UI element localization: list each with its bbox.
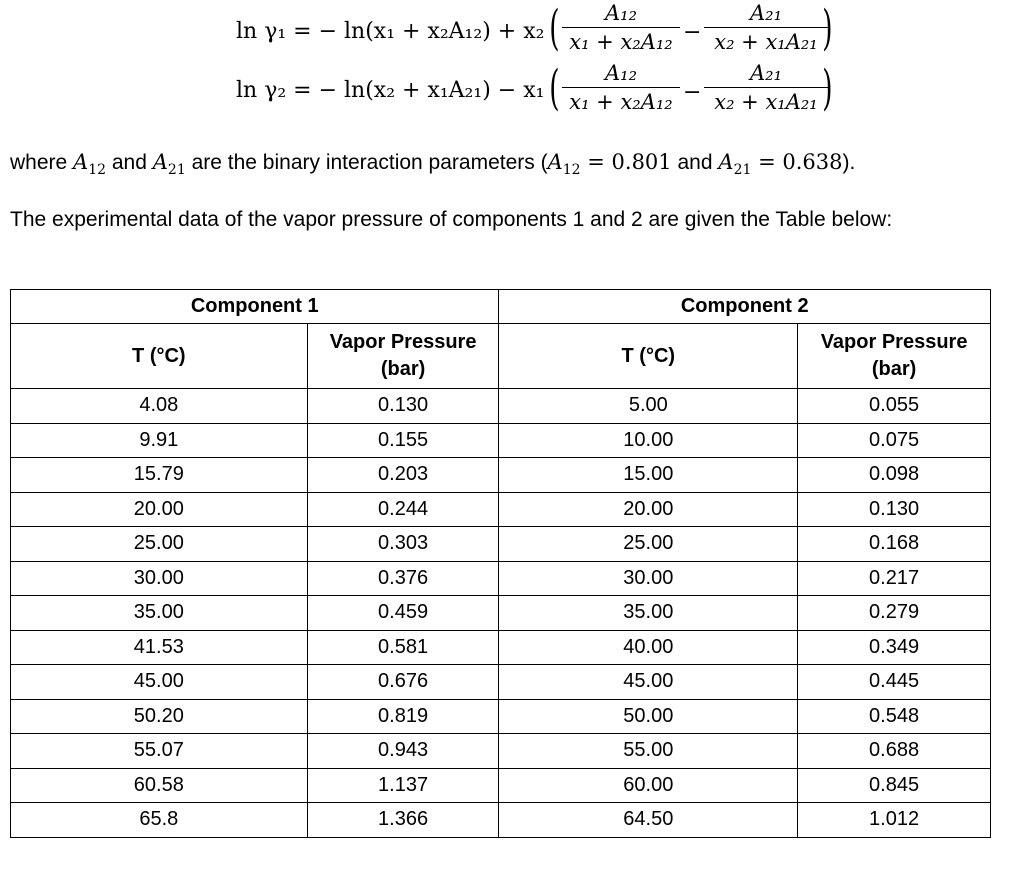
table-cell: 0.168 bbox=[798, 527, 991, 562]
fraction-denominator: x₂ + x₁A₂₁ bbox=[714, 90, 818, 114]
col-header-vapor-pressure-2: Vapor Pressure (bar) bbox=[798, 324, 991, 389]
table-cell: 0.459 bbox=[307, 596, 499, 631]
table-cell: 60.58 bbox=[11, 768, 308, 803]
fraction-numerator: A₂₁ bbox=[749, 1, 782, 25]
col-header-temperature-1: T (°C) bbox=[11, 324, 308, 389]
equation-2-fraction-1 bbox=[562, 60, 680, 115]
equation-2-close-paren: ) bbox=[822, 60, 833, 116]
equation-2-lhs: ln γ₂ = − ln(x₂ + x₁A₂₁) − x₁ bbox=[236, 78, 545, 103]
table-cell: 60.00 bbox=[499, 768, 798, 803]
table-row bbox=[11, 630, 991, 665]
table-cell: 0.130 bbox=[798, 492, 991, 527]
table-cell: 41.53 bbox=[11, 630, 308, 665]
table-cell: 1.137 bbox=[307, 768, 499, 803]
table-cell: 0.445 bbox=[798, 665, 991, 700]
table-cell: 35.00 bbox=[499, 596, 798, 631]
table-row bbox=[11, 527, 991, 562]
table-cell: 0.203 bbox=[307, 458, 499, 493]
table-cell: 15.79 bbox=[11, 458, 308, 493]
table-row bbox=[11, 803, 991, 838]
equation-1-fraction-1 bbox=[562, 0, 680, 55]
col-header-vapor-pressure-1: Vapor Pressure (bar) bbox=[307, 324, 499, 389]
equation-2-minus: − bbox=[683, 80, 702, 105]
component-1-header: Component 1 bbox=[11, 290, 499, 324]
table-cell: 20.00 bbox=[499, 492, 798, 527]
table-cell: 40.00 bbox=[499, 630, 798, 665]
table-cell: 25.00 bbox=[11, 527, 308, 562]
table-cell: 0.075 bbox=[798, 423, 991, 458]
table-cell: 45.00 bbox=[499, 665, 798, 700]
table-cell: 0.548 bbox=[798, 699, 991, 734]
equation-2-fraction-2 bbox=[704, 60, 828, 115]
table-cell: 0.098 bbox=[798, 458, 991, 493]
table-cell: 0.279 bbox=[798, 596, 991, 631]
fraction-denominator: x₁ + x₂A₁₂ bbox=[569, 90, 673, 114]
fraction-denominator: x₁ + x₂A₁₂ bbox=[569, 30, 673, 54]
table-cell: 35.00 bbox=[11, 596, 308, 631]
table-row bbox=[11, 665, 991, 700]
parameter-description: where $A_{12}$ and $A_{21}$ are the binary interaction parameters ($A_{12} = 0.801$ and $A_{21} = 0.638$). bbox=[10, 150, 856, 179]
table-cell: 20.00 bbox=[11, 492, 308, 527]
table-intro-text: The experimental data of the vapor pressure of components 1 and 2 are given the Table below: bbox=[10, 208, 893, 231]
table-row bbox=[11, 768, 991, 803]
table-cell: 0.376 bbox=[307, 561, 499, 596]
table-row bbox=[11, 596, 991, 631]
table-cell: 15.00 bbox=[499, 458, 798, 493]
table-cell: 55.00 bbox=[499, 734, 798, 769]
table-cell: 0.303 bbox=[307, 527, 499, 562]
equation-1-fraction-2 bbox=[704, 0, 828, 55]
equation-1-open-paren: ( bbox=[549, 0, 560, 56]
table-cell: 0.943 bbox=[307, 734, 499, 769]
table-cell: 0.819 bbox=[307, 699, 499, 734]
table-cell: 9.91 bbox=[11, 423, 308, 458]
column-header-row bbox=[11, 324, 991, 389]
table-cell: 0.244 bbox=[307, 492, 499, 527]
table-cell: 45.00 bbox=[11, 665, 308, 700]
table-row bbox=[11, 492, 991, 527]
table-row bbox=[11, 423, 991, 458]
table-cell: 50.20 bbox=[11, 699, 308, 734]
table-cell: 10.00 bbox=[499, 423, 798, 458]
table-cell: 1.012 bbox=[798, 803, 991, 838]
table-cell: 0.688 bbox=[798, 734, 991, 769]
table-row bbox=[11, 561, 991, 596]
table-row bbox=[11, 734, 991, 769]
table-cell: 30.00 bbox=[499, 561, 798, 596]
table-row bbox=[11, 458, 991, 493]
table-cell: 0.055 bbox=[798, 389, 991, 424]
vapor-pressure-table bbox=[10, 289, 991, 838]
fraction-numerator: A₁₂ bbox=[604, 61, 637, 85]
equation-1-minus: − bbox=[683, 20, 702, 45]
table-cell: 25.00 bbox=[499, 527, 798, 562]
component-2-header: Component 2 bbox=[499, 290, 991, 324]
table-cell: 50.00 bbox=[499, 699, 798, 734]
table-cell: 65.8 bbox=[11, 803, 308, 838]
table-cell: 55.07 bbox=[11, 734, 308, 769]
table-cell: 1.366 bbox=[307, 803, 499, 838]
table-cell: 0.845 bbox=[798, 768, 991, 803]
table-cell: 5.00 bbox=[499, 389, 798, 424]
fraction-numerator: A₂₁ bbox=[749, 61, 782, 85]
table-cell: 0.349 bbox=[798, 630, 991, 665]
table-cell: 0.581 bbox=[307, 630, 499, 665]
table-row bbox=[11, 699, 991, 734]
table-cell: 30.00 bbox=[11, 561, 308, 596]
fraction-numerator: A₁₂ bbox=[604, 1, 637, 25]
table-cell: 0.155 bbox=[307, 423, 499, 458]
fraction-denominator: x₂ + x₁A₂₁ bbox=[714, 30, 818, 54]
group-header-row bbox=[11, 290, 991, 324]
table-cell: 0.130 bbox=[307, 389, 499, 424]
equation-1-close-paren: ) bbox=[822, 0, 833, 56]
col-header-temperature-2: T (°C) bbox=[499, 324, 798, 389]
table-cell: 4.08 bbox=[11, 389, 308, 424]
equation-2-open-paren: ( bbox=[549, 60, 560, 116]
table-cell: 0.676 bbox=[307, 665, 499, 700]
equation-1-lhs: ln γ₁ = − ln(x₁ + x₂A₁₂) + x₂ bbox=[236, 19, 545, 44]
table-row bbox=[11, 389, 991, 424]
table-cell: 0.217 bbox=[798, 561, 991, 596]
table-cell: 64.50 bbox=[499, 803, 798, 838]
